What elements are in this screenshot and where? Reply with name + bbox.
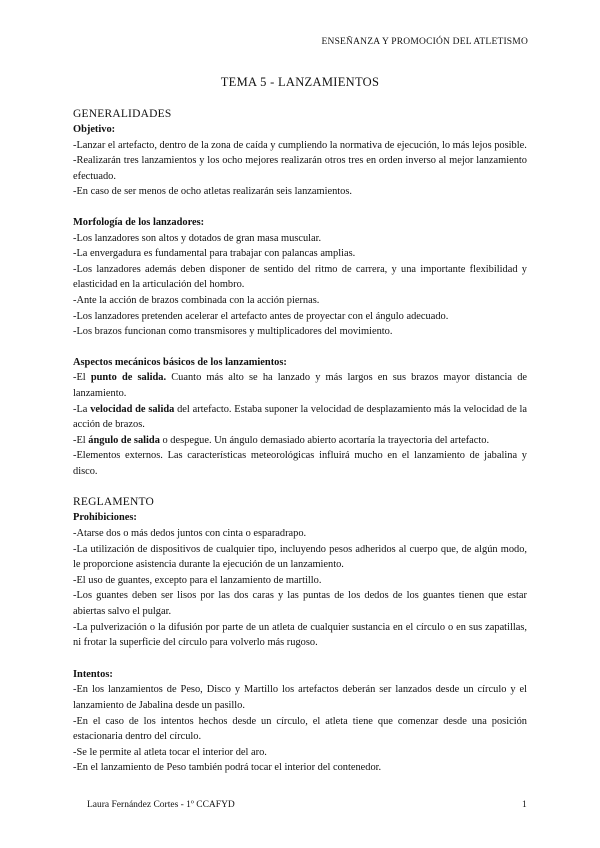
aspecto-text: o despegue. Un ángulo demasiado abierto acortaría la trayectoria del artefacto. (159, 434, 490, 446)
aspecto-item (73, 448, 527, 479)
page-title: TEMA 5 - LANZAMIENTOS (220, 75, 380, 89)
prohibicion-item: -La pulverización o la difusión por parte de un atleta de cualquier sustancia en el círculo o en sus zapatillas, ni frotar la superficie del círculo para volverlo más rugoso. (73, 621, 527, 649)
morfologia-item: -Los brazos funcionan como transmisores y multiplicadores del movimiento. (73, 326, 393, 338)
section-heading-reglamento: REGLAMENTO (73, 496, 155, 509)
objetivo-item: -En caso de ser menos de ocho atletas realizarán seis lanzamientos. (73, 186, 352, 198)
aspecto-prefix: -Elementos externos. Las características meteorológicas influirá mucho en el lanzamiento de jabalina y disco. (73, 450, 527, 477)
objetivo-item: -Lanzar el artefacto, dentro de la zona de caída y cumpliendo la normativa de ejecución, lo más lejos posible. (73, 139, 527, 151)
aspecto-term: velocidad de salida (90, 403, 175, 415)
morfologia-item: -Ante la acción de brazos combinada con la acción piernas. (73, 294, 320, 306)
aspecto-text: Cuanto más alto se ha lanzado y más largos en sus brazos mayor distancia de lanzamiento. (73, 372, 527, 399)
aspecto-term: punto de salida. (90, 372, 167, 384)
subheading-prohibiciones: Prohibiciones: (73, 512, 137, 524)
running-header: ENSEÑANZA Y PROMOCIÓN DEL ATLETISMO (321, 37, 528, 47)
subheading-morfologia: Morfología de los lanzadores: (73, 216, 205, 228)
section-heading-generalidades: GENERALIDADES (73, 108, 172, 120)
morfologia-item: -La envergadura es fundamental para trabajar con palancas amplias. (73, 248, 356, 260)
intento-item: -En el caso de los intentos hechos desde un círculo, el atleta tiene que comenzar desde una posición estacionaria dentro del círculo. (73, 715, 527, 743)
morfologia-item: -Los lanzadores además deben disponer de sentido del ritmo de carrera, y una importante flexibilidad y elasticidad en la articulación del hombro. (73, 263, 527, 291)
morfologia-item: -Los lanzadores pretenden acelerar el artefacto antes de proyectar con el ángulo adecuado. (73, 310, 449, 322)
aspecto-item (73, 370, 527, 401)
intento-item: -Se le permite al atleta tocar el interior del aro. (73, 746, 267, 758)
aspecto-item (73, 433, 527, 449)
subheading-aspectos: Aspectos mecánicos básicos de los lanzamientos: (73, 356, 287, 368)
document-body (73, 107, 527, 776)
prohibicion-item: -La utilización de dispositivos de cualquier tipo, incluyendo pesos adheridos al cuerpo que, de algún modo, le proporcione asistencia durante la ejecución de un lanzamiento. (73, 543, 527, 571)
subheading-intentos: Intentos: (73, 668, 113, 680)
aspecto-item (73, 402, 527, 433)
prohibicion-item: -El uso de guantes, excepto para el lanzamiento de martillo. (73, 574, 322, 586)
aspecto-text: del artefacto. Estaba suponer la velocidad de desplazamiento más la velocidad de la acción de brazos. (73, 403, 527, 431)
intento-item: -En los lanzamientos de Peso, Disco y Martillo los artefactos deberán ser lanzados desde un círculo y el lanzamiento de Jabalina desde un pasillo. (73, 684, 527, 711)
prohibicion-item: -Atarse dos o más dedos juntos con cinta o esparadrapo. (73, 528, 307, 540)
aspecto-prefix: -La (73, 403, 91, 415)
aspecto-prefix: -El (73, 434, 89, 446)
aspecto-prefix: -El (73, 372, 91, 384)
morfologia-item: -Los lanzadores son altos y dotados de gran masa muscular. (73, 232, 322, 244)
footer-author: Laura Fernández Cortes - 1º CCAFYD (87, 800, 235, 810)
footer-page-number: 1 (522, 800, 527, 810)
prohibicion-item: -Los guantes deben ser lisos por las dos caras y las puntas de los dedos de los guantes tienen que estar abiertas salvo el pulgar. (73, 590, 527, 618)
aspecto-term: ángulo de salida (88, 434, 160, 446)
subheading-objetivo: Objetivo: (73, 124, 116, 135)
intento-item: -En el lanzamiento de Peso también podrá tocar el interior del contenedor. (73, 762, 382, 774)
objetivo-item: -Realizarán tres lanzamientos y los ocho mejores realizarán otros tres en orden inverso al mejor lanzamiento efectuado. (73, 155, 527, 182)
